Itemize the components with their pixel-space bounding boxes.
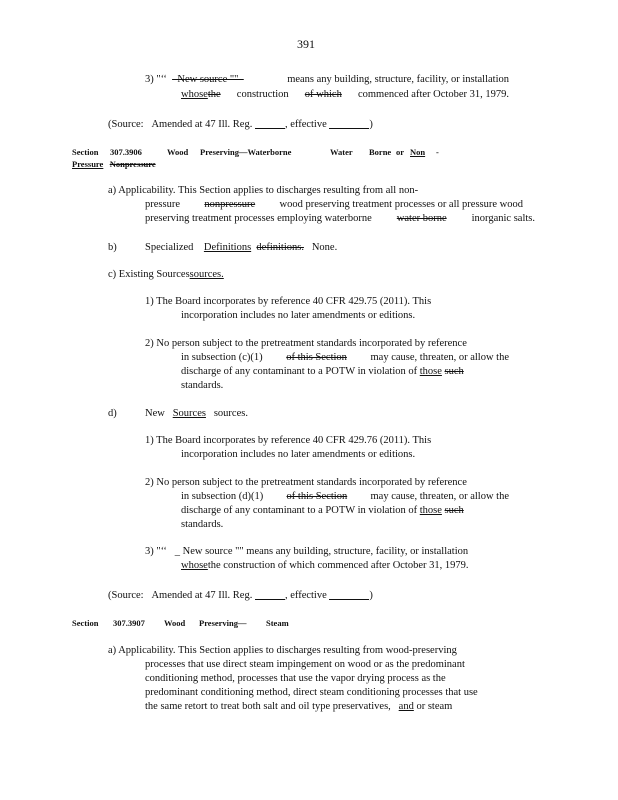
- item-number: 3) "‘‘ –New source ""–: [145, 74, 244, 85]
- existing-item-2-line-2: in subsection (c)(1) of this Section may cause, threaten, or allow the: [181, 352, 509, 363]
- existing-sources-heading: c) Existing Sourcessources.: [108, 269, 224, 280]
- deleted-text: of which: [304, 89, 342, 100]
- existing-item-2-line-4: standards.: [181, 380, 224, 391]
- source-note: (Source: Amended at 47 Ill. Reg. , effective ): [108, 119, 373, 130]
- applicability2-line-5: the same retort to treat both salt and oil type preservatives, and or steam: [145, 701, 453, 712]
- new-item-2-line-4: standards.: [181, 519, 224, 530]
- definition-text: means any building, structure, facility, or installation: [287, 74, 509, 85]
- applicability2-line-4: predominant conditioning method, direct steam conditioning processes that use: [145, 687, 478, 698]
- applicability2-line-3: conditioning method, processes that use the vapor drying process as the: [145, 673, 446, 684]
- new-sources-heading: d) New Sources sources.: [108, 408, 248, 419]
- applicability-line-3: preserving treatment processes employing waterborne water borne inorganic salts.: [145, 213, 535, 224]
- page-number: 391: [297, 37, 315, 51]
- definition-new-source-line-1: [145, 73, 509, 86]
- new-item-1-line-1: 1) The Board incorporates by reference 40 CFR 429.76 (2011). This: [145, 435, 432, 446]
- definition-new-source-line-2: whosethe construction of which commenced after October 31, 1979.: [181, 89, 509, 100]
- inserted-text: whosethe: [181, 89, 221, 100]
- new-item-2-line-3: discharge of any contaminant to a POTW in violation of those such: [181, 505, 464, 516]
- new-item-2-line-2: in subsection (d)(1) of this Section may cause, threaten, or allow the: [181, 491, 509, 502]
- existing-item-1-line-2: incorporation includes no later amendments or editions.: [181, 310, 416, 321]
- existing-item-2-line-3: discharge of any contaminant to a POTW in violation of those such: [181, 366, 464, 377]
- applicability2-line-2: processes that use direct steam impingement on wood or as the predominant: [145, 659, 465, 670]
- applicability2-line-1: a) Applicability. This Section applies to discharges resulting from wood-preserving: [108, 645, 457, 656]
- existing-item-2-line-1: 2) No person subject to the pretreatment standards incorporated by reference: [145, 338, 467, 349]
- applicability-line-1: a) Applicability. This Section applies to discharges resulting from all non-: [108, 185, 419, 196]
- existing-item-1-line-1: 1) The Board incorporates by reference 40 CFR 429.75 (2011). This: [145, 296, 432, 307]
- new-item-3-line-1: 3) "‘‘ _ New source "" means any building, structure, facility, or installation: [145, 546, 469, 557]
- new-item-2-line-1: 2) No person subject to the pretreatment standards incorporated by reference: [145, 477, 467, 488]
- specialized-definitions: b) Specialized Definitions definitions. None.: [108, 242, 338, 253]
- applicability-line-2: pressure nonpressure wood preserving treatment processes or all pressure wood: [145, 199, 523, 210]
- new-item-1-line-2: incorporation includes no later amendments or editions.: [181, 449, 416, 460]
- source-note-2: (Source: Amended at 47 Ill. Reg. , effective ): [108, 590, 373, 601]
- section-heading-line-2: Pressure Nonpressure: [72, 159, 156, 169]
- new-item-3-line-2: whosethe construction of which commenced after October 31, 1979.: [181, 560, 469, 571]
